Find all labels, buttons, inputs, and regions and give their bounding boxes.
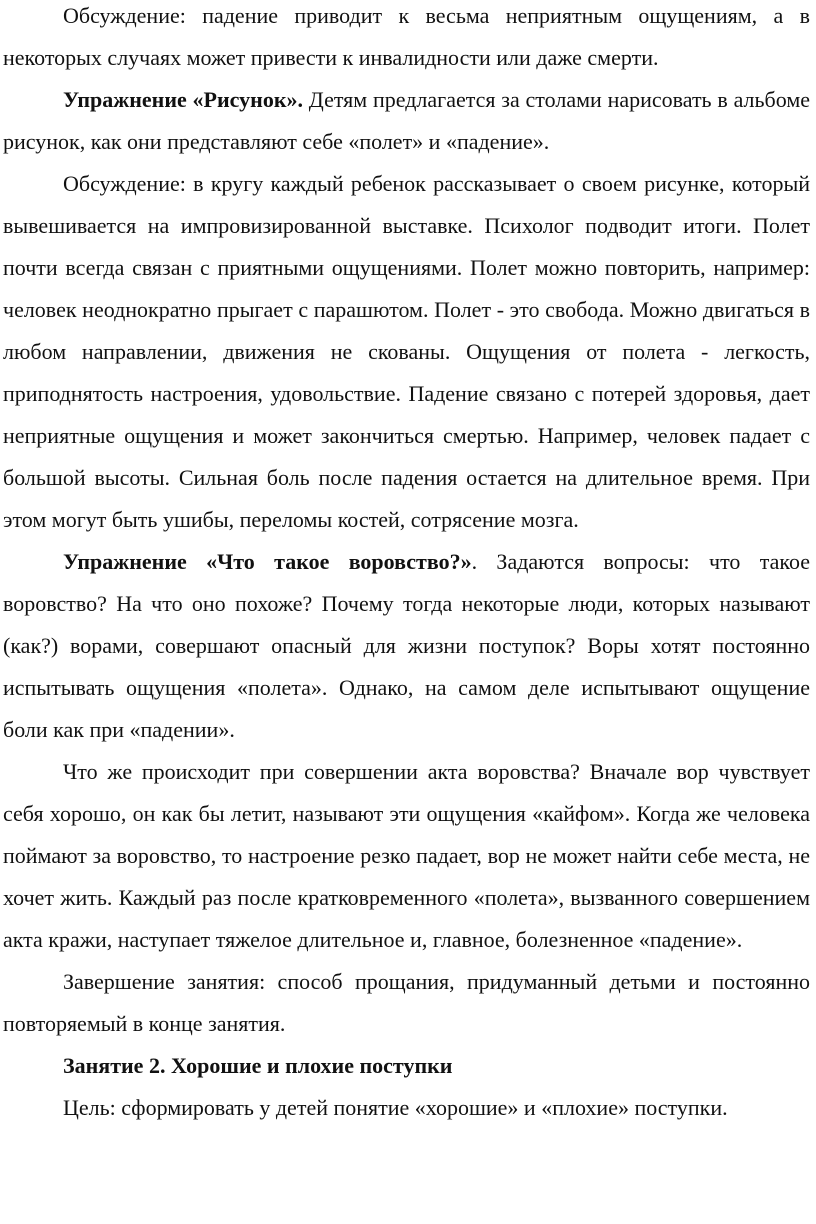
paragraph-discussion-falling	[3, 0, 810, 79]
paragraph-discussion-circle	[3, 163, 810, 541]
paragraph-lesson-goal	[3, 1087, 810, 1129]
exercise-title-drawing: Упражнение «Рисунок».	[63, 87, 303, 112]
paragraph-text: Цель: сформировать у детей понятие «хорошие» и «плохие» поступки.	[63, 1095, 728, 1120]
paragraph-text: Обсуждение: в кругу каждый ребенок рассказывает о своем рисунке, который вывешивается на импровизированной выставке. Психолог подводит итоги. Полет почти всегда связан с приятными ощущениями. Полет можно повторить, например: человек неоднократно прыгает с парашютом. Полет - это свобода. Можно двигаться в любом направлении, движения не скованы. Ощущения от полета - легкость, приподнятость настроения, удовольствие. Падение связано с потерей здоровья, дает неприятные ощущения и может закончиться смертью. Например, человек падает с большой высоты. Сильная боль после падения остается на длительное время. При этом могут быть ушибы, переломы костей, сотрясение мозга.	[3, 171, 810, 532]
paragraph-exercise-drawing	[3, 79, 810, 163]
paragraph-text: Обсуждение: падение приводит к весьма неприятным ощущениям, а в некоторых случаях может привести к инвалидности или даже смерти.	[3, 3, 810, 70]
lesson-2-title: Занятие 2. Хорошие и плохие поступки	[63, 1053, 453, 1078]
paragraph-text: Завершение занятия: способ прощания, придуманный детьми и постоянно повторяемый в конце занятия.	[3, 969, 810, 1036]
paragraph-text: Детям предлагается за столами нарисовать в альбоме рисунок, как они представляют себе «полет» и «падение».	[3, 87, 811, 154]
paragraph-exercise-theft	[3, 541, 810, 751]
exercise-title-theft: Упражнение «Что такое воровство?»	[63, 549, 472, 574]
paragraph-text: Что же происходит при совершении акта воровства? Вначале вор чувствует себя хорошо, он как бы летит, называют эти ощущения «кайфом». Когда же человека поймают за воровство, то настроение резко падает, вор не может найти себе места, не хочет жить. Каждый раз после кратковременного «полета», вызванного совершением акта кражи, наступает тяжелое длительное и, главное, болезненное «падение».	[3, 759, 810, 952]
paragraph-text: . Задаются вопросы: что такое воровство? На что оно похоже? Почему тогда некоторые люди, которых называют (как?) ворами, совершают опасный для жизни поступок? Воры хотят постоянно испытывать ощущения «полета». Однако, на самом деле испытывают ощущение боли как при «падении».	[3, 549, 810, 742]
paragraph-lesson-ending	[3, 961, 810, 1045]
paragraph-theft-process	[3, 751, 810, 961]
lesson-heading	[3, 1045, 810, 1087]
